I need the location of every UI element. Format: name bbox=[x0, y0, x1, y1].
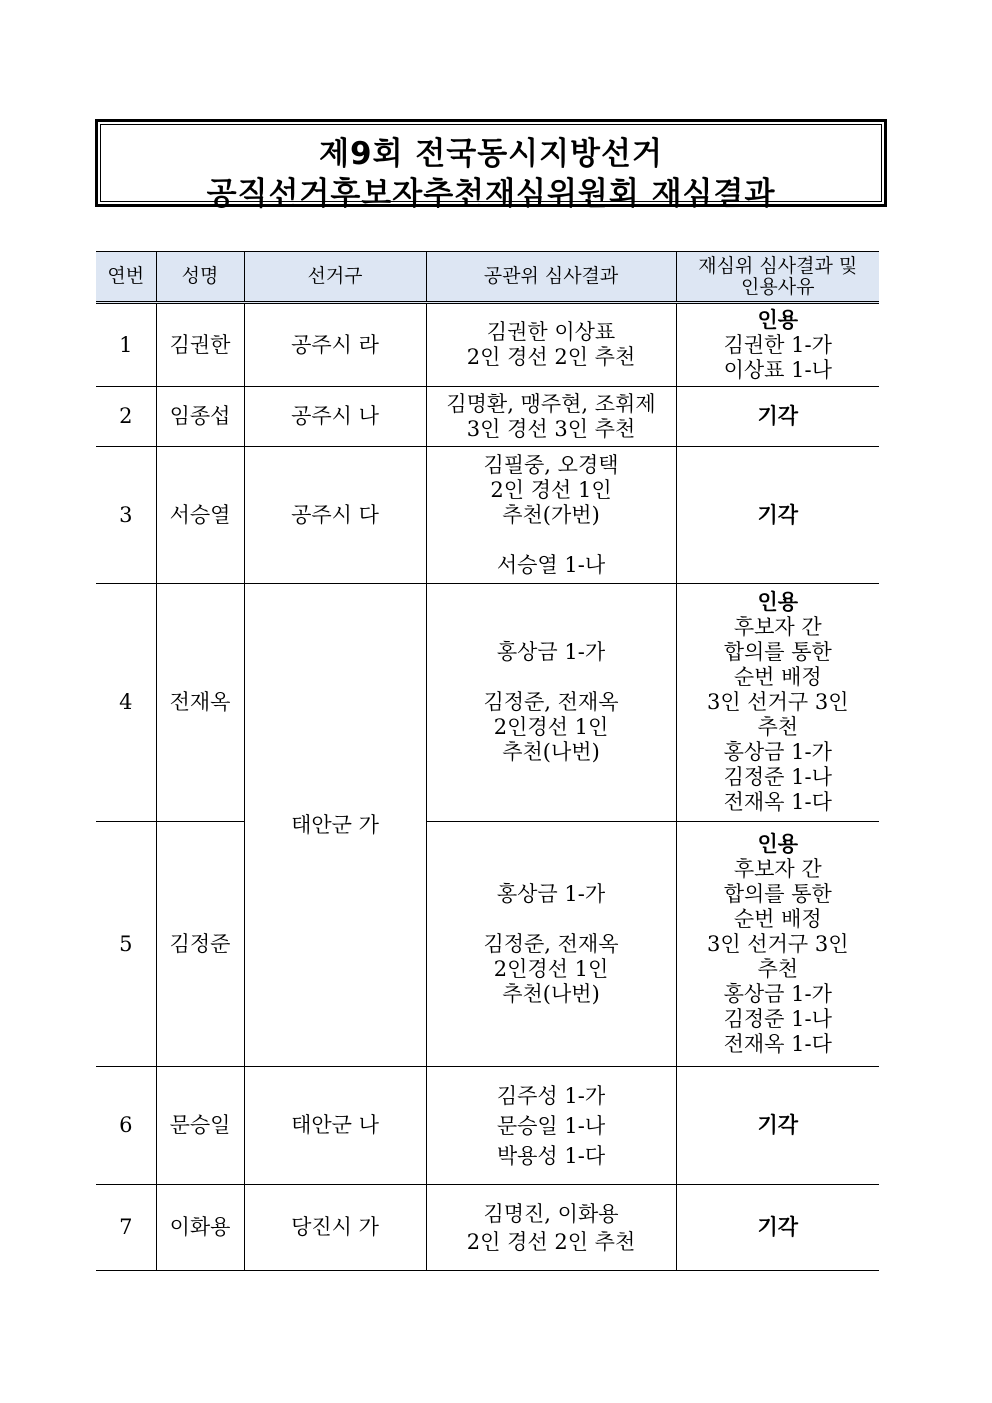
title-line-1: 제9회 전국동시지방선거 bbox=[319, 136, 663, 172]
cell-name: 문승일 bbox=[156, 1067, 244, 1185]
committee-line: 문승일 1-나 bbox=[496, 1113, 606, 1138]
reason-line: 홍상금 1-가 bbox=[723, 981, 832, 1006]
table-row bbox=[96, 584, 879, 822]
reason-line: 이상표 1-나 bbox=[723, 357, 832, 382]
table-row bbox=[96, 1185, 879, 1271]
header-appeal-line-2: 인용사유 bbox=[741, 275, 815, 298]
cell-appeal bbox=[676, 1067, 879, 1185]
cell-name: 이화용 bbox=[156, 1185, 244, 1271]
header-name: 성명 bbox=[156, 252, 244, 303]
blank-line bbox=[427, 665, 676, 690]
committee-line: 김정준, 전재옥 bbox=[483, 931, 619, 956]
cell-appeal bbox=[676, 822, 879, 1067]
header-committee-result: 공관위 심사결과 bbox=[426, 252, 676, 303]
table-row bbox=[96, 1067, 879, 1185]
committee-line: 추천(나번) bbox=[502, 981, 600, 1006]
committee-line: 김명진, 이화용 bbox=[483, 1201, 619, 1226]
cell-district: 공주시 다 bbox=[244, 447, 426, 584]
cell-no: 4 bbox=[96, 584, 156, 822]
decision-label: 인용 bbox=[757, 307, 799, 332]
reason-line: 홍상금 1-가 bbox=[723, 740, 832, 764]
committee-line: 2인경선 1인 bbox=[493, 956, 609, 981]
committee-line: 서승열 1-나 bbox=[496, 552, 606, 577]
cell-no: 7 bbox=[96, 1185, 156, 1271]
committee-line: 김필중, 오경택 bbox=[483, 452, 619, 477]
decision-label: 기각 bbox=[757, 502, 799, 527]
committee-line: 박용성 1-다 bbox=[496, 1143, 606, 1168]
blank-line bbox=[427, 528, 676, 553]
cell-no: 6 bbox=[96, 1067, 156, 1185]
header-appeal-line-1: 재심위 심사결과 및 bbox=[698, 254, 858, 277]
committee-line: 2인 경선 2인 추천 bbox=[466, 345, 636, 369]
header-appeal-result bbox=[676, 252, 879, 303]
reason-line: 순번 배정 bbox=[733, 906, 822, 931]
committee-line: 2인경선 1인 bbox=[493, 715, 609, 739]
table-row bbox=[96, 387, 879, 447]
header-no: 연번 bbox=[96, 252, 156, 303]
cell-committee bbox=[426, 584, 676, 822]
reason-line: 3인 선거구 3인 bbox=[706, 690, 849, 714]
reason-line: 합의를 통한 bbox=[723, 640, 832, 664]
reason-line: 추천 bbox=[757, 956, 799, 981]
reason-line: 전재옥 1-다 bbox=[723, 790, 832, 814]
decision-label: 인용 bbox=[757, 831, 799, 856]
cell-name: 김정준 bbox=[156, 822, 244, 1067]
reason-line: 김권한 1-가 bbox=[723, 332, 832, 357]
cell-no: 3 bbox=[96, 447, 156, 584]
table-row bbox=[96, 822, 879, 1067]
decision-label: 기각 bbox=[757, 1113, 799, 1137]
reason-line: 김정준 1-나 bbox=[723, 1006, 832, 1031]
committee-line: 2인 경선 2인 추천 bbox=[466, 1229, 636, 1254]
committee-line: 3인 경선 3인 추천 bbox=[466, 416, 636, 441]
reason-line: 후보자 간 bbox=[733, 615, 822, 639]
decision-label: 인용 bbox=[757, 590, 799, 614]
cell-district-merged: 태안군 가 bbox=[244, 584, 426, 1067]
committee-line: 홍상금 1-가 bbox=[496, 881, 606, 906]
reason-line: 3인 선거구 3인 bbox=[706, 931, 849, 956]
decision-label: 기각 bbox=[757, 1215, 799, 1239]
reason-line: 추천 bbox=[757, 715, 799, 739]
committee-line: 김명환, 맹주현, 조휘제 bbox=[446, 391, 656, 416]
cell-no: 2 bbox=[96, 387, 156, 447]
cell-district: 당진시 가 bbox=[244, 1185, 426, 1271]
cell-district: 공주시 라 bbox=[244, 303, 426, 387]
committee-line: 홍상금 1-가 bbox=[496, 640, 606, 664]
cell-committee bbox=[426, 1185, 676, 1271]
cell-name: 서승열 bbox=[156, 447, 244, 584]
cell-committee bbox=[426, 387, 676, 447]
cell-district: 공주시 나 bbox=[244, 387, 426, 447]
committee-line: 김주성 1-가 bbox=[496, 1083, 606, 1108]
committee-line: 김정준, 전재옥 bbox=[483, 690, 619, 714]
cell-appeal bbox=[676, 303, 879, 387]
committee-line: 김권한 이상표 bbox=[486, 320, 616, 344]
table-row bbox=[96, 303, 879, 387]
cell-committee bbox=[426, 303, 676, 387]
reason-line: 합의를 통한 bbox=[723, 881, 832, 906]
decision-label: 기각 bbox=[757, 404, 799, 428]
cell-committee bbox=[426, 447, 676, 584]
reason-line: 순번 배정 bbox=[733, 665, 822, 689]
cell-appeal bbox=[676, 447, 879, 584]
committee-line: 추천(나번) bbox=[502, 740, 600, 764]
cell-name: 전재옥 bbox=[156, 584, 244, 822]
cell-committee bbox=[426, 1067, 676, 1185]
committee-line: 2인 경선 1인 bbox=[490, 477, 612, 502]
reason-line: 전재옥 1-다 bbox=[723, 1031, 832, 1056]
cell-district: 태안군 나 bbox=[244, 1067, 426, 1185]
cell-appeal bbox=[676, 1185, 879, 1271]
results-table bbox=[96, 251, 879, 1271]
header-row bbox=[96, 252, 879, 303]
reason-line: 김정준 1-나 bbox=[723, 765, 832, 789]
title-line-2: 공직선거후보자추천재심위원회 재심결과 bbox=[206, 176, 776, 212]
reason-line: 후보자 간 bbox=[733, 856, 822, 881]
blank-line bbox=[427, 907, 676, 932]
cell-no: 5 bbox=[96, 822, 156, 1067]
committee-line: 추천(가번) bbox=[502, 502, 600, 527]
header-district: 선거구 bbox=[244, 252, 426, 303]
cell-committee bbox=[426, 822, 676, 1067]
table-row bbox=[96, 447, 879, 584]
document-title-box bbox=[95, 119, 887, 212]
cell-name: 김권한 bbox=[156, 303, 244, 387]
cell-no: 1 bbox=[96, 303, 156, 387]
cell-appeal bbox=[676, 584, 879, 822]
cell-name: 임종섭 bbox=[156, 387, 244, 447]
cell-appeal bbox=[676, 387, 879, 447]
